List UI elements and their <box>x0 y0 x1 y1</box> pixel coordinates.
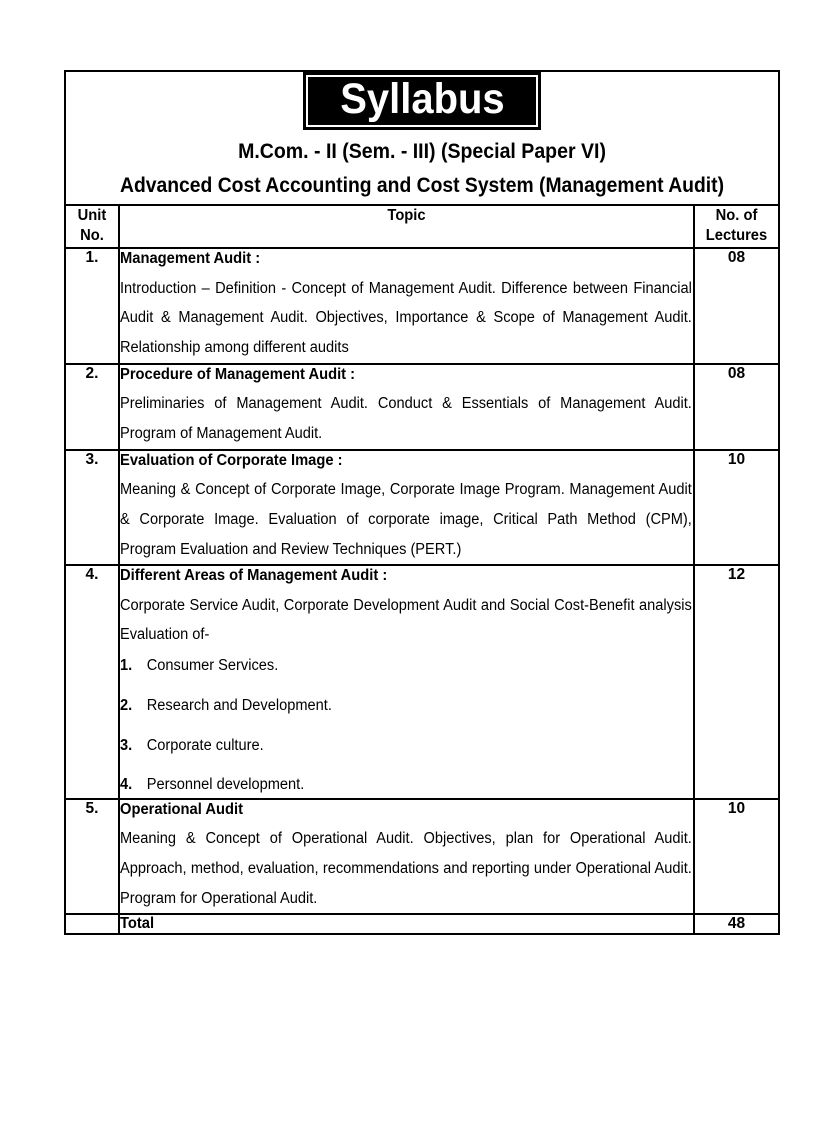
unit-title: Procedure of Management Audit : <box>120 366 356 384</box>
unit-lectures: 10 <box>694 799 779 915</box>
unit-number: 4. <box>65 565 119 798</box>
list-item-label: Research and Development. <box>146 696 332 714</box>
total-unit-number-cell <box>65 914 119 934</box>
table-row <box>65 364 779 450</box>
list-item <box>120 736 667 757</box>
list-item <box>120 775 667 796</box>
list-item-number: 4. <box>120 776 133 794</box>
list-item <box>120 656 667 677</box>
syllabus-banner-label: Syllabus <box>339 75 505 123</box>
column-header-unit-no-line2: No. <box>80 227 104 245</box>
unit-title: Evaluation of Corporate Image : <box>120 451 343 469</box>
unit-title: Operational Audit <box>120 800 243 818</box>
unit-description: Meaning & Concept of Operational Audit. Objectives, plan for Operational Audit. Approach, method, evaluation, recommendations and reporting under Operational Audit. Program for Operational Audit. <box>120 829 692 907</box>
unit-number: 1. <box>65 248 119 364</box>
unit-topic-cell <box>119 799 694 915</box>
unit-number: 2. <box>65 364 119 450</box>
unit-description: Preliminaries of Management Audit. Conduct & Essentials of Management Audit. Program of Management Audit. <box>120 395 692 442</box>
column-header-topic: Topic <box>133 205 679 249</box>
unit-lectures: 10 <box>694 450 779 566</box>
unit-description: Meaning & Concept of Corporate Image, Corporate Image Program. Management Audit & Corporate Image. Evaluation of corporate image, Critical Path Method (CPM), Program Evaluation and Review Techniques (PERT.) <box>120 480 692 558</box>
syllabus-banner <box>303 72 542 130</box>
unit-topic-cell <box>119 450 694 566</box>
syllabus-table <box>64 70 780 935</box>
total-lectures: 48 <box>694 914 779 934</box>
table-row <box>65 565 779 798</box>
unit-topic-cell <box>119 364 694 450</box>
column-header-lectures-line1: No. of <box>715 206 758 224</box>
total-label: Total <box>119 914 665 934</box>
unit-topic-cell <box>119 248 694 364</box>
unit-lectures: 08 <box>694 248 779 364</box>
column-header-unit-no-line1: Unit <box>77 206 107 224</box>
table-row <box>65 450 779 566</box>
list-item-label: Corporate culture. <box>146 736 264 754</box>
unit-description: Corporate Service Audit, Corporate Development Audit and Social Cost-Benefit analysis Evaluation of- <box>120 596 692 644</box>
unit-number: 5. <box>65 799 119 915</box>
paper-title-line: Advanced Cost Accounting and Cost System (Management Audit) <box>120 174 725 198</box>
unit-topic-cell <box>119 565 694 798</box>
table-column-header-row <box>65 205 779 249</box>
table-total-row <box>65 914 779 934</box>
list-item-number: 1. <box>120 657 133 675</box>
table-header-block-row <box>65 71 779 205</box>
column-header-lectures-line2: Lectures <box>705 227 768 245</box>
list-item-label: Consumer Services. <box>146 657 279 675</box>
unit-lectures: 08 <box>694 364 779 450</box>
table-row <box>65 248 779 364</box>
document-header <box>65 71 779 205</box>
unit-number: 3. <box>65 450 119 566</box>
column-header-lectures <box>696 205 777 249</box>
unit-title: Management Audit : <box>120 250 261 268</box>
syllabus-banner-inner-border <box>306 75 539 127</box>
column-header-unit-no <box>66 205 117 249</box>
list-item-label: Personnel development. <box>146 776 305 794</box>
course-line: M.Com. - II (Sem. - III) (Special Paper VI) <box>238 139 606 163</box>
list-item-number: 3. <box>120 736 133 754</box>
table-row <box>65 799 779 915</box>
unit-lectures: 12 <box>694 565 779 798</box>
unit-title: Different Areas of Management Audit : <box>120 567 388 585</box>
list-item-number: 2. <box>120 696 133 714</box>
unit-sub-list <box>120 656 693 796</box>
unit-description: Introduction – Definition - Concept of Management Audit. Difference between Financial Audit & Management Audit. Objectives, Importance & Scope of Management Audit. Relationship among different audits <box>120 279 692 357</box>
list-item <box>120 696 667 717</box>
